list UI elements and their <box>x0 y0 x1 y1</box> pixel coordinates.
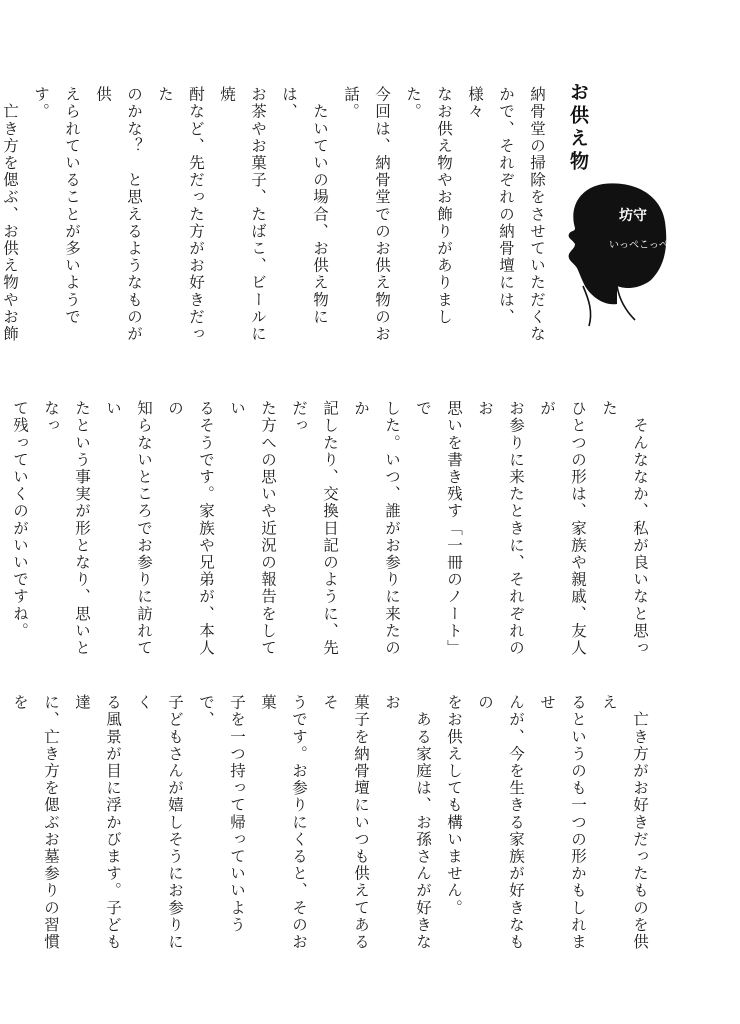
article-body-block-1: 納骨堂の掃除をさせていただくな かで、それぞれの納骨壇には、様々 なお供え物やお飾りがありました。 今回は、納骨堂でのお供え物のお話。 たいていの場合、お供え物には、 お茶やお菓子、たばこ、ビールに焼 酎など、先だった方がお好きだった のかな？ と思えるようなものが供 えられていることが多いようです。 亡き方を偲ぶ、お供え物やお飾 <box>1 86 546 343</box>
article-body-block-2: そんななか、私が良いなと思った ひとつの形は、家族や親戚、友人が お参りに来たときに、それぞれのお 思いを書き残す「一冊のノート」で した。いつ、誰がお参りに来たのか 記したり、交換日記のように、先だっ た方への思いや近況の報告をしてい るそうです。家族や兄弟が、本人の 知らないところでお参りに訪れてい たという事実が形となり、思いとなっ て残っていくのがいいですね。 <box>11 400 649 657</box>
article-title: お供え物 <box>567 82 589 174</box>
woman-profile-icon <box>555 168 675 328</box>
logo-text-sub: いっぺこっぺ <box>609 240 669 251</box>
bomori-logo <box>555 168 675 328</box>
article-body-block-3: 亡き方がお好きだったものを供え るというのも一つの形かもしれませ んが、今を生きる家族が好きなもの をお供えしても構いません。 ある家庭は、お孫さんが好きなお 菓子を納骨壇にいつも供えてあるそ うです。お参りにくると、そのお菓 子を一つ持って帰っていいようで、 子どもさんが嬉しそうにお参りにく る風景が目に浮かびます。子ども達 に、亡き方を偲ぶお墓参りの習慣を <box>11 694 649 951</box>
logo-text-main: 坊守 <box>619 208 647 224</box>
